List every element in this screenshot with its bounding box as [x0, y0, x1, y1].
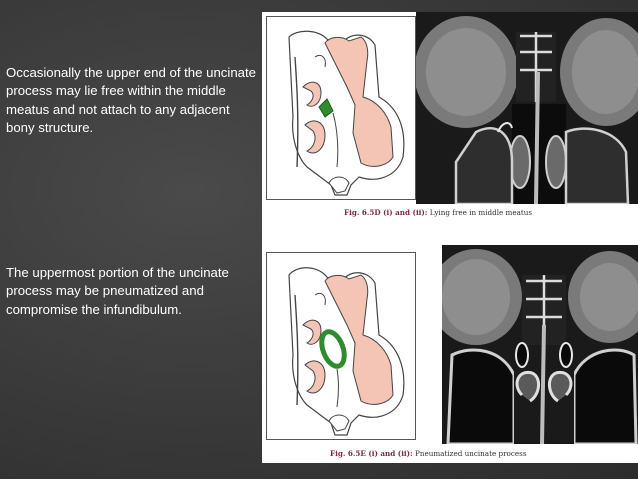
ct-scan-pneumatized-uncinate	[442, 245, 638, 444]
line-drawing-free-uncinate	[266, 16, 416, 200]
figure-caption-text-2: Pneumatized uncinate process	[415, 449, 527, 458]
ct-scan-free-uncinate	[416, 12, 638, 204]
figure-caption-2	[330, 449, 527, 458]
ct-image-1	[416, 12, 638, 204]
figure-caption-1	[344, 208, 532, 217]
figure-caption-text-1: Lying free in middle meatus	[429, 208, 533, 217]
text-block-pneumatized-uncinate: The uppermost portion of the uncinate process may be pneumatized and compromise the infundibulum.	[6, 265, 229, 317]
figure-label-2: Fig. 6.5E (i) and (ii):	[330, 449, 413, 458]
line-drawing-pneumatized-uncinate	[266, 252, 416, 440]
sinus-drawing-2	[267, 253, 417, 441]
figure-panel	[262, 12, 638, 463]
ct-image-2	[442, 245, 638, 444]
figure-label-1: Fig. 6.5D (i) and (ii):	[344, 208, 428, 217]
sinus-drawing-1	[267, 17, 417, 201]
text-block-free-uncinate: Occasionally the upper end of the uncinate process may lie free within the middle meatus and not attach to any adjacent bony structure.	[6, 65, 256, 136]
